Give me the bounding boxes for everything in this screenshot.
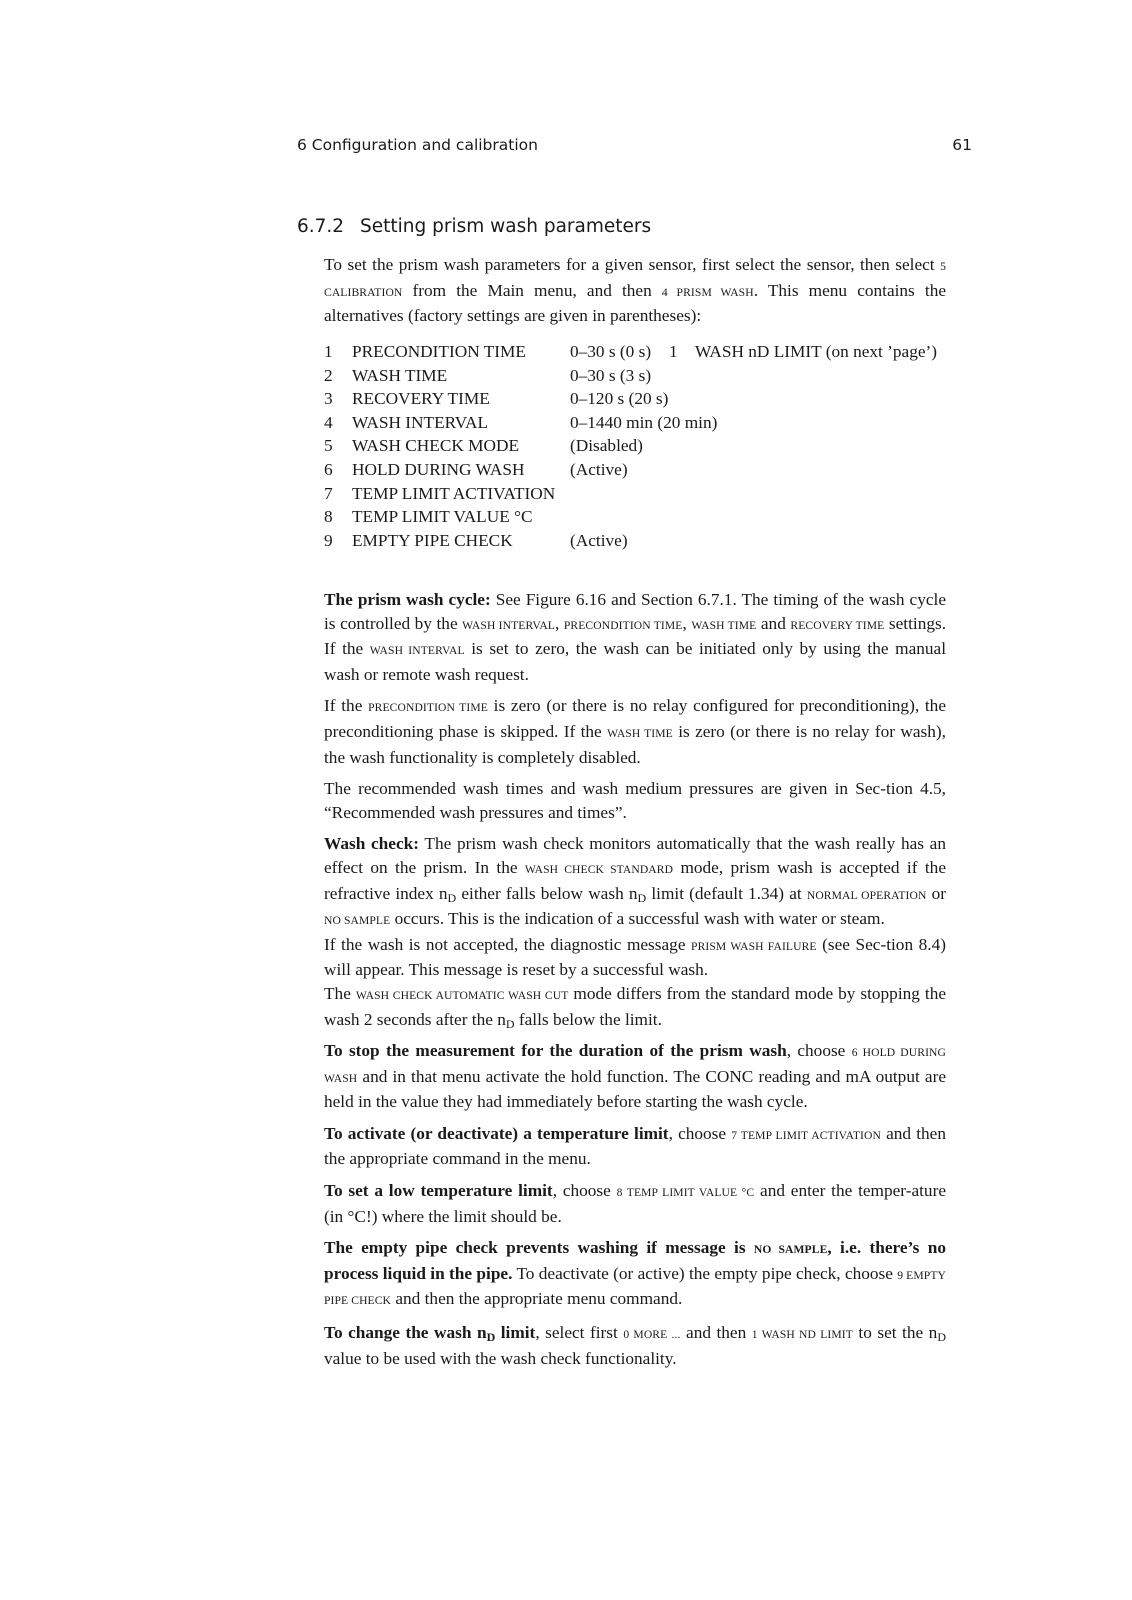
parameter-range: (Active): [570, 459, 628, 479]
parameter-number: 9: [324, 530, 333, 550]
parameter-number: 7: [324, 483, 333, 503]
sub-parameter-number: [669, 387, 695, 411]
parameter-number: 3: [324, 389, 333, 409]
paragraph-temp-activation: To activate (or deactivate) a temperature limit, choose 7 TEMP LIMIT ACTIVATION and then the appropriate command in the menu.: [324, 1123, 946, 1169]
sub-parameter-number: [669, 505, 695, 529]
paragraph-wash-check: Wash check: The prism wash check monitors automatically that the wash really has an effect on the prism. In the WASH CHECK STANDARD mode, prism wash is accepted if the refractive index $n_D$ either falls below wash $n_D$ limit (default 1.34) at NORMAL OPERATION or NO SAMPLE occurs. This is the indication of a successful wash with water or steam.: [324, 834, 946, 929]
parameter-range: 0–30 s (0 s): [570, 342, 652, 361]
parameter-name: TEMP LIMIT VALUE °C: [352, 507, 533, 527]
parameter-row: [324, 387, 937, 411]
parameter-name: WASH INTERVAL: [352, 412, 489, 432]
parameter-name: PRECONDITION TIME: [352, 342, 526, 361]
running-header: [297, 136, 972, 154]
sub-parameter-number: [669, 529, 695, 553]
parameter-range: 0–30 s (3 s): [570, 365, 652, 385]
sub-parameter-number: [669, 411, 695, 435]
intro-text: . This menu contains the alternatives (factory settings are given in parentheses):: [324, 280, 947, 326]
menu-ref-prism-wash: 4 PRISM WASH: [661, 285, 754, 299]
intro-text: To set the prism wash parameters for a given sensor, first select the sensor, then select: [324, 255, 941, 274]
parameter-row: [324, 411, 937, 435]
parameter-range: (Disabled): [570, 436, 643, 456]
paragraph-hold: To stop the measurement for the duration of the prism wash, choose 6 HOLD DURING WASH and in that menu activate the hold function. The CONC reading and mA output are held in the value they had immediately before starting the wash cycle.: [324, 1041, 946, 1112]
parameter-list: [324, 340, 937, 552]
parameter-name: WASH CHECK MODE: [352, 436, 520, 456]
sub-parameter-number: [669, 458, 695, 482]
paragraph-precondition: If the PRECONDITION TIME is zero (or there is no relay configured for preconditioning), the preconditioning phase is skipped. If the WASH TIME is zero (or there is no relay for wash), the wash functionality is completely disabled.: [324, 696, 946, 767]
section-number: 6.7.2: [297, 216, 345, 237]
parameter-number: 8: [324, 507, 333, 527]
paragraph-nd-limit: To change the wash $n_D$ limit, select first 0 MORE ... and then 1 WASH ND LIMIT to set the $n_D$ value to be used with the wash check functionality.: [324, 1323, 946, 1368]
bold-lead: To set a low temperature limit: [324, 1181, 553, 1201]
paragraph-recommended: The recommended wash times and wash medium pressures are given in Sec-tion 4.5, “Recommended wash pressures and times”.: [324, 779, 946, 822]
parameter-name: HOLD DURING WASH: [352, 459, 525, 479]
body-text: [324, 588, 946, 1378]
section-title: Setting prism wash parameters: [359, 216, 652, 237]
sub-parameter-name: WASH nD LIMIT (on next ’page’): [695, 342, 938, 361]
paragraph-auto-cut: The WASH CHECK AUTOMATIC WASH CUT mode differs from the standard mode by stopping the wash 2 seconds after the $n_D$ falls below the limit.: [324, 983, 947, 1031]
parameter-name: TEMP LIMIT ACTIVATION: [352, 483, 556, 503]
parameter-name: WASH TIME: [352, 365, 448, 385]
menu-ref-calibration: 5 CALIBRATION: [324, 260, 946, 299]
parameter-number: 5: [324, 436, 333, 456]
intro-text: from the Main menu, and then: [402, 280, 662, 300]
parameter-range: 0–1440 min (20 min): [570, 412, 718, 432]
paragraph-prism-wash-cycle: The prism wash cycle: See Figure 6.16 and Section 6.7.1. The timing of the wash cycle is controlled by the WASH INTERVAL, PRECONDITION TIME, WASH TIME and RECOVERY TIME settings. If the WASH INTERVAL is set to zero, the wash can be initiated only by using the manual wash or remote wash request.: [324, 590, 947, 684]
sub-parameter-number: 1: [669, 342, 678, 361]
bold-lead: The prism wash cycle:: [324, 590, 491, 609]
section-heading: [297, 216, 651, 237]
parameter-name: EMPTY PIPE CHECK: [352, 530, 513, 550]
paragraph-wash-failure: If the wash is not accepted, the diagnostic message PRISM WASH FAILURE (see Sec-tion 8.4) will appear. This message is reset by a successful wash.: [324, 934, 946, 980]
parameter-row: [324, 340, 937, 364]
chapter-title: 6 Configuration and calibration: [297, 136, 538, 154]
bold-lead: To change the wash n: [324, 1323, 487, 1343]
page-number: 61: [952, 136, 972, 154]
parameter-number: 4: [324, 412, 333, 432]
parameter-name: RECOVERY TIME: [352, 389, 490, 409]
bold-lead: To stop the measurement for the duration of the prism wash: [324, 1041, 787, 1061]
parameter-range: [570, 482, 669, 506]
sub-parameter-number: [669, 434, 695, 458]
parameter-number: 6: [324, 459, 333, 479]
paragraph-empty-pipe: The empty pipe check prevents washing if message is NO SAMPLE, i.e. there’s no process liquid in the pipe. To deactivate (or active) the empty pipe check, choose 9 EMPTY PIPE CHECK and then the appropriate menu command.: [324, 1238, 946, 1309]
bold-lead: Wash check:: [324, 834, 420, 854]
parameter-row: [324, 482, 937, 506]
paragraph-temp-value: To set a low temperature limit, choose 8 TEMP LIMIT VALUE °C and enter the temper-ature (in °C!) where the limit should be.: [324, 1181, 946, 1226]
parameter-row: [324, 434, 937, 458]
parameter-row: [324, 529, 937, 553]
parameter-range: 0–120 s (20 s): [570, 389, 669, 409]
sub-parameter-number: [669, 482, 695, 506]
parameter-range: (Active): [570, 530, 628, 550]
parameter-number: 1: [324, 342, 333, 361]
bold-lead: To activate (or deactivate) a temperature limit: [324, 1123, 669, 1143]
parameter-range: [570, 505, 669, 529]
parameter-row: [324, 505, 937, 529]
bold-lead: The empty pipe check prevents washing if message is: [324, 1238, 754, 1258]
sub-parameter-number: [669, 364, 695, 388]
parameter-row: [324, 364, 937, 388]
parameter-number: 2: [324, 365, 333, 385]
intro-paragraph: [324, 253, 946, 328]
parameter-row: [324, 458, 937, 482]
